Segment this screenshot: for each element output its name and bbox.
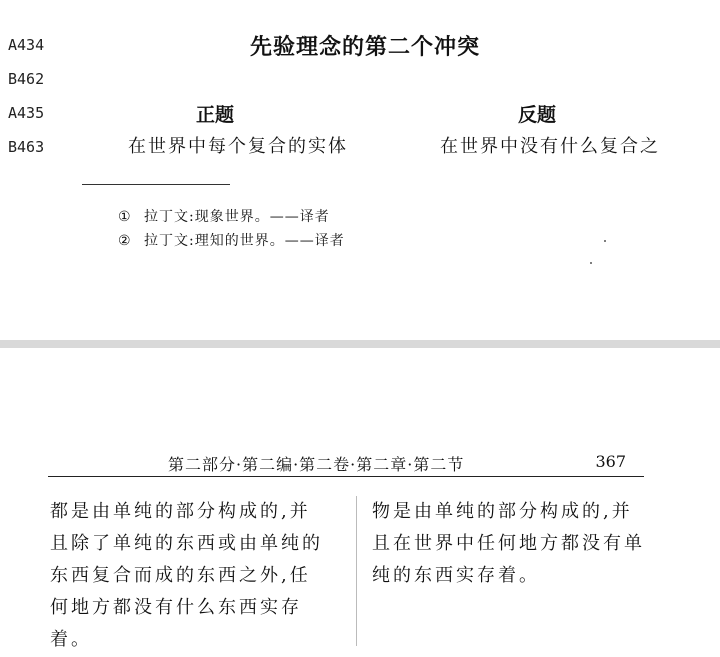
- text-line: 纯的东西实存着。: [372, 565, 540, 586]
- thesis-text-start: 在世界中每个复合的实体: [128, 136, 348, 157]
- footnotes: [118, 207, 345, 255]
- text-line: 着。: [50, 629, 92, 650]
- margin-ref: A435: [8, 104, 45, 122]
- scan-speck: [604, 240, 606, 242]
- footnote-mark: ②: [118, 233, 132, 249]
- margin-ref: B463: [8, 138, 45, 156]
- thesis-heading: 正题: [196, 104, 235, 126]
- column-divider: [356, 496, 357, 646]
- running-head-title: 第二部分·第二编·第二卷·第二章·第二节: [168, 455, 465, 474]
- footnote-1: [118, 207, 345, 231]
- thesis-continuation: [50, 496, 350, 656]
- footnote-2: [118, 231, 345, 255]
- footnote-text: 拉丁文:理知的世界。——译者: [144, 233, 345, 249]
- running-header: [48, 450, 644, 477]
- antithesis-text-start: 在世界中没有什么复合之: [440, 136, 660, 157]
- text-line: 且在世界中任何地方都没有单: [372, 533, 645, 554]
- footnote-mark: ①: [118, 209, 132, 225]
- section-title: 先验理念的第二个冲突: [250, 34, 481, 60]
- text-line: 且除了单纯的东西或由单纯的: [50, 533, 323, 554]
- footnote-text: 拉丁文:现象世界。——译者: [144, 209, 330, 225]
- antithesis-heading: 反题: [518, 104, 557, 126]
- margin-ref: B462: [8, 70, 45, 88]
- margin-ref: A434: [8, 36, 45, 54]
- margin-references: [8, 34, 44, 170]
- text-line: 物是由单纯的部分构成的,并: [372, 501, 633, 522]
- antithesis-continuation: [372, 496, 662, 592]
- page-separator: [0, 340, 720, 348]
- text-line: 都是由单纯的部分构成的,并: [50, 501, 311, 522]
- bottom-page-fragment: [0, 348, 720, 657]
- text-line: 东西复合而成的东西之外,任: [50, 565, 311, 586]
- text-line: 何地方都没有什么东西实存: [50, 597, 302, 618]
- page-number: 367: [595, 452, 626, 471]
- scan-speck: [590, 262, 592, 264]
- footnote-divider: [82, 184, 230, 185]
